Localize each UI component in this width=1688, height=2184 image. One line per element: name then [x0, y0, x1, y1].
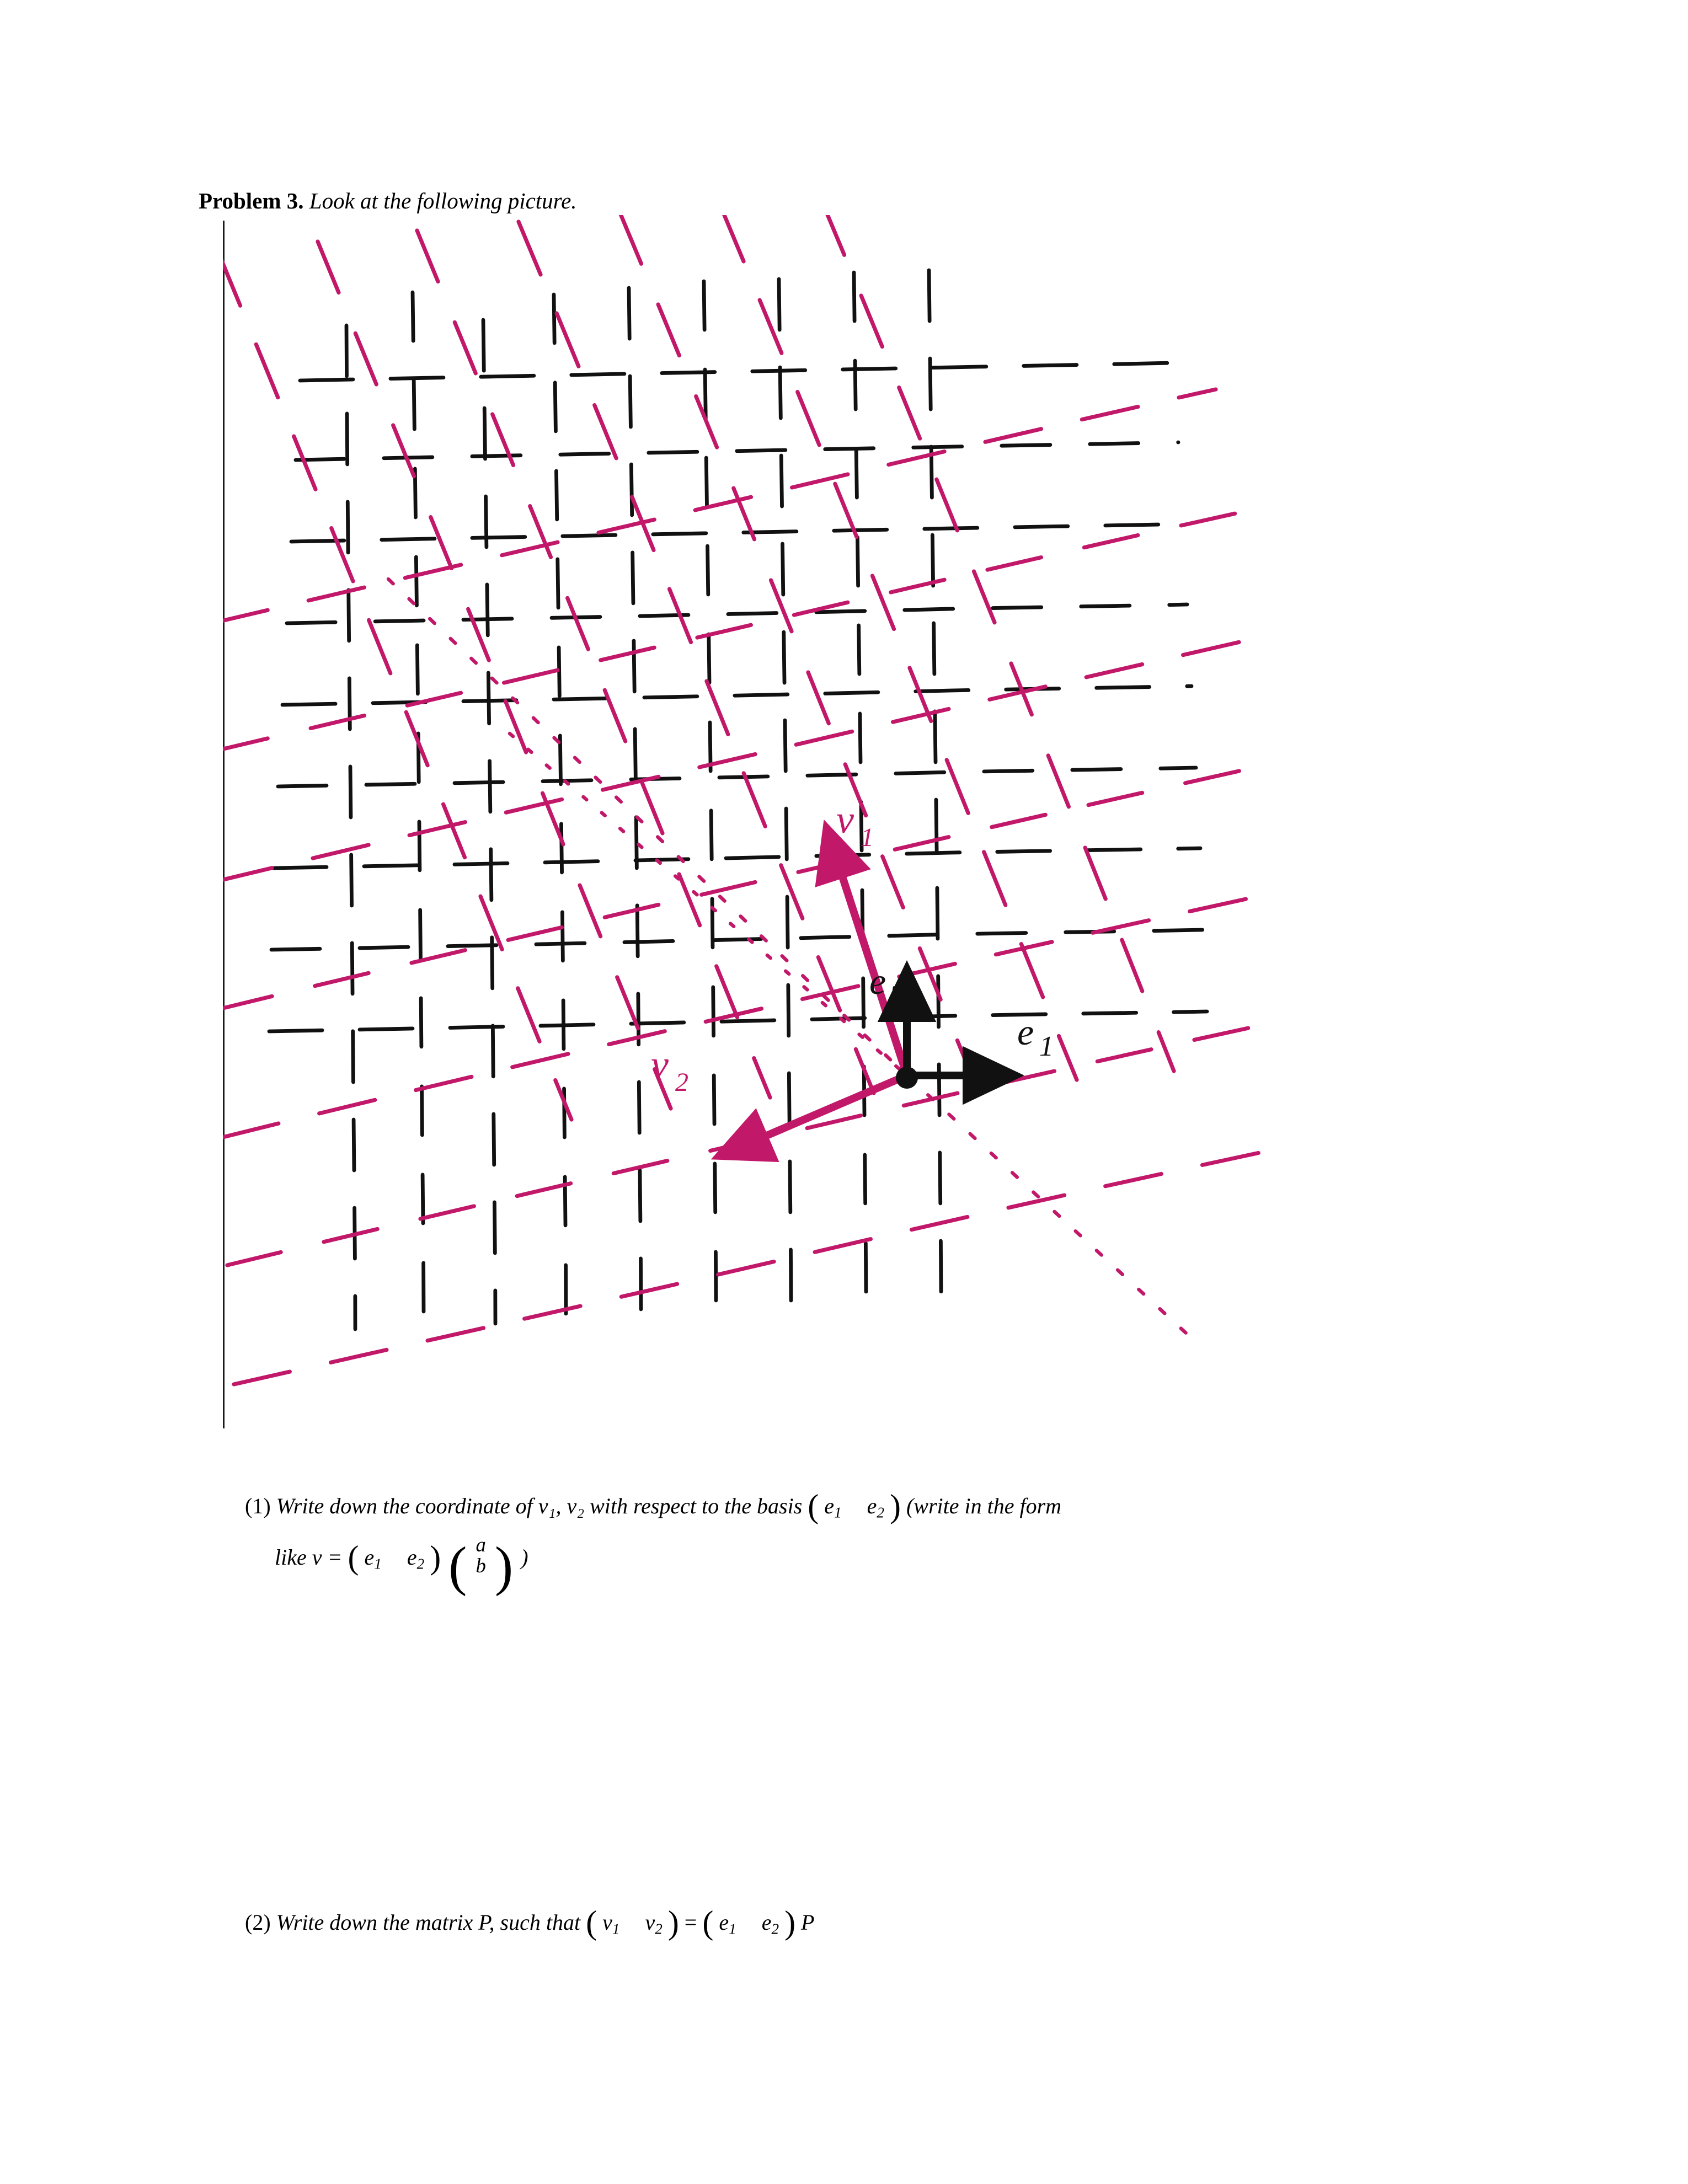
- colvec-entries: [472, 1534, 489, 1576]
- colvec-open-paren: (: [448, 1535, 467, 1597]
- basis-e1: e: [824, 1493, 835, 1518]
- origin-dot: [896, 1067, 918, 1089]
- question-2: [245, 1897, 1514, 1949]
- open-paren-2: (: [348, 1539, 359, 1576]
- question-1-basis-tuple-2: [348, 1539, 446, 1576]
- question-2-v-tuple: [586, 1904, 685, 1941]
- lhs-v2-sub: 2: [655, 1920, 663, 1937]
- lhs-v2: v: [645, 1909, 655, 1935]
- rhs-e1-sub: 1: [729, 1920, 736, 1937]
- question-2-equals: =: [684, 1909, 697, 1935]
- basis-e2-sub: 2: [877, 1504, 884, 1521]
- colvec-a: a: [476, 1533, 486, 1556]
- basis-e1-sub: 1: [834, 1504, 842, 1521]
- question-1-vars: v₁, v₂: [538, 1493, 585, 1518]
- open-paren-v: (: [586, 1904, 597, 1941]
- colvec-b: b: [476, 1554, 486, 1577]
- problem-prompt: Look at the following picture.: [309, 188, 577, 213]
- basis-e2-b: e: [407, 1544, 417, 1570]
- basis-e1-b-sub: 1: [374, 1555, 382, 1572]
- basis-e2-b-sub: 2: [416, 1555, 425, 1572]
- colvec-close-paren: ): [494, 1535, 514, 1597]
- label-v1: v: [836, 797, 854, 842]
- rhs-e2-sub: 2: [771, 1920, 779, 1937]
- label-v2-sub: 2: [675, 1068, 688, 1097]
- label-e2: e: [869, 960, 886, 1002]
- question-1-text-2: with respect to the basis: [590, 1493, 803, 1518]
- question-2-text: Write down the matrix P, such that: [276, 1909, 581, 1935]
- basis-e2: e: [867, 1493, 877, 1518]
- lhs-v1-sub: 1: [612, 1920, 620, 1937]
- question-1: [245, 1481, 1514, 1597]
- basis-e1-b: e: [364, 1544, 375, 1570]
- figure-lattice-diagram: [223, 215, 1459, 1428]
- lhs-v1: v: [602, 1909, 612, 1935]
- magenta-dotted-construction-lines: [388, 579, 1194, 1340]
- vector-v2: [722, 1075, 907, 1155]
- close-paren: ): [889, 1488, 901, 1524]
- label-e1: e: [1017, 1011, 1034, 1053]
- question-1-number: (1): [245, 1493, 271, 1518]
- rhs-e1: e: [719, 1909, 729, 1935]
- question-2-matrix-p: P: [801, 1909, 815, 1935]
- magenta-lattice-lines: [223, 215, 1291, 1384]
- question-1-text-4: like v =: [275, 1544, 343, 1570]
- question-2-e-tuple: [702, 1904, 801, 1941]
- label-e2-sub: 2: [889, 980, 904, 1011]
- problem-label: Problem 3.: [199, 188, 304, 213]
- open-paren-e: (: [702, 1904, 714, 1941]
- question-2-number: (2): [245, 1909, 271, 1935]
- close-paren-2: ): [430, 1539, 441, 1576]
- question-1-basis-tuple: [808, 1488, 906, 1524]
- column-vector-ab: [448, 1533, 514, 1597]
- question-1-text-3: (write in the form: [906, 1493, 1062, 1518]
- close-paren-e: ): [784, 1904, 796, 1941]
- rhs-e2: e: [761, 1909, 772, 1935]
- question-1-text-1: Write down the coordinate of: [276, 1493, 533, 1518]
- problem-heading: [199, 188, 577, 214]
- label-v2: v: [651, 1042, 669, 1086]
- open-paren: (: [808, 1488, 819, 1524]
- close-paren-v: ): [667, 1904, 679, 1941]
- label-e1-sub: 1: [1039, 1031, 1054, 1062]
- label-v1-sub: 1: [861, 823, 874, 852]
- question-1-close: ): [521, 1544, 528, 1570]
